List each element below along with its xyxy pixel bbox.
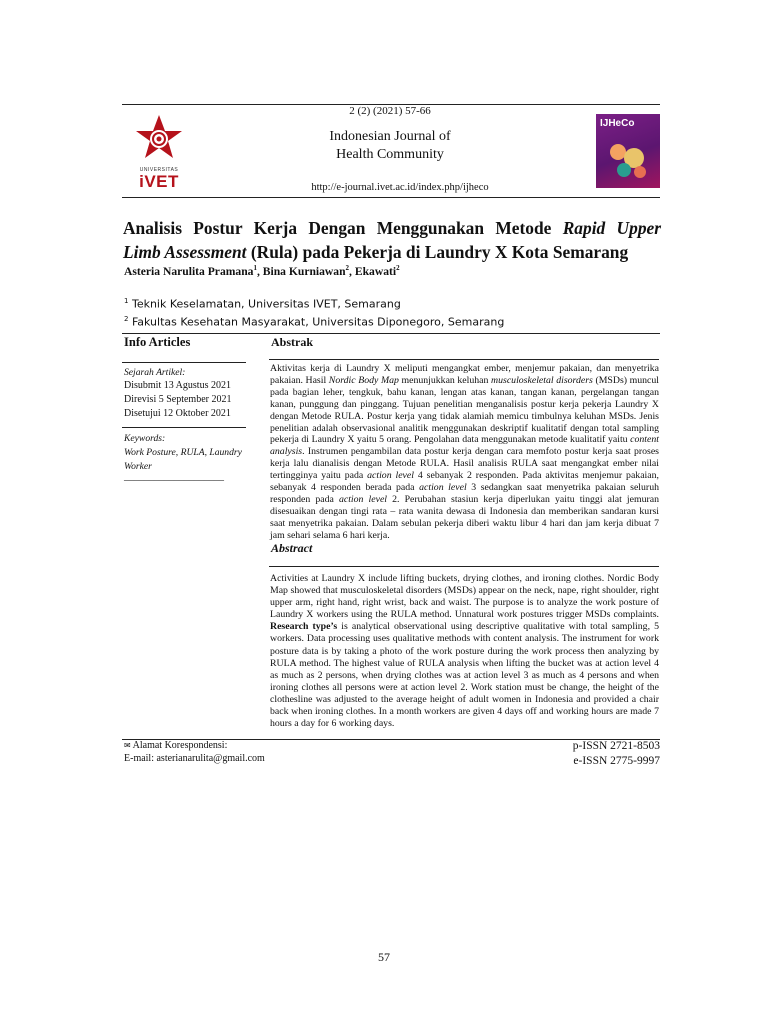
article-title-line2 [123, 240, 661, 264]
info-rule-2 [122, 427, 246, 428]
abstract-t1-bold: Research type’s [270, 621, 338, 633]
abstract-heading: Abstract [271, 541, 313, 555]
keywords-line2: Worker [124, 461, 152, 472]
affiliation-1 [124, 297, 401, 311]
author-1-sup: 1 [253, 264, 257, 272]
cover-title: IJHeCo [600, 118, 635, 129]
abstrak-s3-it: content analysis [270, 434, 659, 458]
abstrak-s4-it: action level [367, 470, 414, 482]
e-issn: e-ISSN 2775-9997 [573, 755, 660, 767]
abstrak-s2: menunjukkan keluhan [398, 374, 492, 386]
p-issn: p-ISSN 2721-8503 [572, 740, 660, 752]
author-sep: , [256, 264, 263, 278]
abstrak-s6-it: action level [338, 493, 388, 505]
journal-url[interactable]: http://e-journal.ivet.ac.id/index.php/ijheco [311, 182, 489, 193]
abstrak-s4: . Instrumen pengambilan data postur kerja dengan cara memfoto postur kerja saat proses kerja lalu dianalisis dengan Metode RULA. Hasil analisis RULA saat mengangkat ember nilai tertingginya yaitu pada [270, 446, 659, 482]
affiliation-1-text: Teknik Keselamatan, Universitas IVET, Semarang [128, 297, 401, 311]
page-number: 57 [378, 950, 390, 964]
title-part1: Analisis Postur Kerja Dengan Menggunakan Metode [123, 218, 563, 238]
abstract-t1: Activities at Laundry X include lifting buckets, drying clothes, and ironing clothes. Nordic Body Map showed that musculoskeletal disorders (MSDs) appear on the neck, nape, right shoulder, right upper arm, right hand, right wrist, back and waist. The purpose is to analyze the work posture of Laundry X workers using the RULA method. Unnatural work postures trigger MSDs complaints. [270, 573, 659, 621]
title-part4: (Rula) pada Pekerja di Laundry X Kota Semarang [246, 242, 629, 262]
abstract-text [270, 573, 659, 730]
journal-name-line1: Indonesian Journal of [329, 129, 451, 144]
author-1: Asteria Narulita Pramana [124, 264, 254, 278]
abstrak-text [270, 363, 659, 542]
abstrak-s2-it: musculoskeletal disorders [491, 374, 593, 386]
abstrak-s6: 3 sedangkan saat menyetrika pakaian seluruh responden pada [270, 482, 659, 505]
info-rule-1 [122, 362, 246, 363]
affiliation-2-text: Fakultas Kesehatan Masyarakat, Universitas Diponegoro, Semarang [128, 315, 505, 329]
revised-date: Direvisi 5 September 2021 [124, 394, 232, 405]
authors [124, 264, 400, 278]
correspondence-line [124, 740, 227, 752]
abstrak-s1-it: Nordic Body Map [328, 374, 399, 386]
article-title [123, 216, 661, 240]
header-bottom-rule [122, 197, 660, 198]
volume-info: 2 (2) (2021) 57-66 [349, 105, 431, 117]
keywords-line1: Work Posture, RULA, Laundry [124, 447, 242, 458]
mail-icon: ✉ [124, 741, 131, 750]
affiliation-2-sup: 2 [124, 315, 129, 323]
journal-cover-image [596, 114, 660, 188]
accepted-date: Disetujui 12 Oktober 2021 [124, 408, 231, 419]
keywords-underline: ____________________ [124, 471, 224, 482]
author-3-sup: 2 [396, 264, 400, 272]
abstrak-s5: 4 sebanyak 2 responden. Pada aktivitas menjemur pakaian, sebanyak 4 responden berada pada [270, 470, 659, 494]
abstrak-s5-it: action level [419, 482, 467, 494]
author-sep: , [349, 264, 355, 278]
correspondence-email[interactable]: E-mail: asterianarulita@gmail.com [124, 753, 265, 764]
correspondence-label: Alamat Korespondensi: [132, 740, 228, 751]
keywords-label: Keywords: [124, 433, 166, 444]
cover-illustration-icon [604, 138, 652, 182]
ivet-emblem-icon [128, 114, 190, 164]
abstrak-s3: (MSDs) muncul pada bagian leher, tengkuk, bahu kanan, lengan atas kanan, tangan kanan, pergelangan tangan kanan, punggung dan pinggang. Tujuan penelitian menganalisis postur kerja pekerja Laundry X dengan Metode RULA. Postur kerja yang tidak alamiah memicu timbulnya keluhan MSDs. Jenis penelitian adalah observasional analitik menggunakan deskriptif kualitatif dengan total sampling pekerja di Laundry X yaitu 5 orang. Pengolahan data menggunakan metode kualitatif yaitu [270, 374, 659, 446]
abstrak-rule [269, 359, 659, 360]
abstract-rule [269, 566, 659, 567]
affiliation-1-sup: 1 [124, 297, 129, 305]
ivet-logo [128, 114, 190, 190]
abstract-t2: is analytical observational using descriptive qualitative with total sampling, 5 workers. Data processing uses qualitative methods with content analysis. The instrument for work posture data is by taking a photo of the work posture during the work process then analyzing by RULA method. The highest value of RULA analysis when lifting the bucket was at action level 4 as much as 2 persons, when drying clothes was at action level 3 as much as 4 persons and when ironing clothes all persons were at action level 2. Work station must be change, the height of the clothesline was adjusted to the average height of adult women in Indonesia and provided a chair back when ironing clothes. In a month workers are given 4 days off and working hours are made 7 hours a day for 6 working days. [270, 621, 659, 730]
author-3: Ekawati [354, 264, 397, 278]
author-2: Bina Kurniawan [262, 264, 346, 278]
title-part3: Limb Assessment [123, 242, 247, 262]
abstrak-s7: 2. Perubahan stasiun kerja diperlukan yaitu tinggi alat jemuran disesuaikan dengan tingi rata – rata wanita dewasa di Indonesia dan memberikan sandaran kursi saat menyetrika pakaian. Dalam sebulan pekerja diberi waktu libur 4 hari dan jam kerja dibuat 7 jam sehari selama 6 hari kerja. [270, 493, 659, 541]
abstrak-s1: Aktivitas kerja di Laundry X meliputi mengangkat ember, menjemur pakaian, dan menyetrika pakaian. Hasil [270, 363, 659, 386]
journal-name-line2: Health Community [336, 147, 444, 162]
author-2-sup: 2 [345, 264, 350, 272]
section-rule [122, 333, 660, 334]
submitted-date: Disubmit 13 Agustus 2021 [124, 380, 231, 391]
logo-university-text: UNIVERSITAS [139, 167, 179, 173]
affiliation-2 [124, 315, 504, 329]
info-articles-heading: Info Articles [124, 335, 191, 349]
abstrak-heading: Abstrak [271, 335, 314, 349]
logo-ivet-text: iVET [139, 172, 179, 191]
history-label: Sejarah Artikel: [124, 367, 186, 378]
title-part2: Rapid Upper [562, 218, 661, 238]
